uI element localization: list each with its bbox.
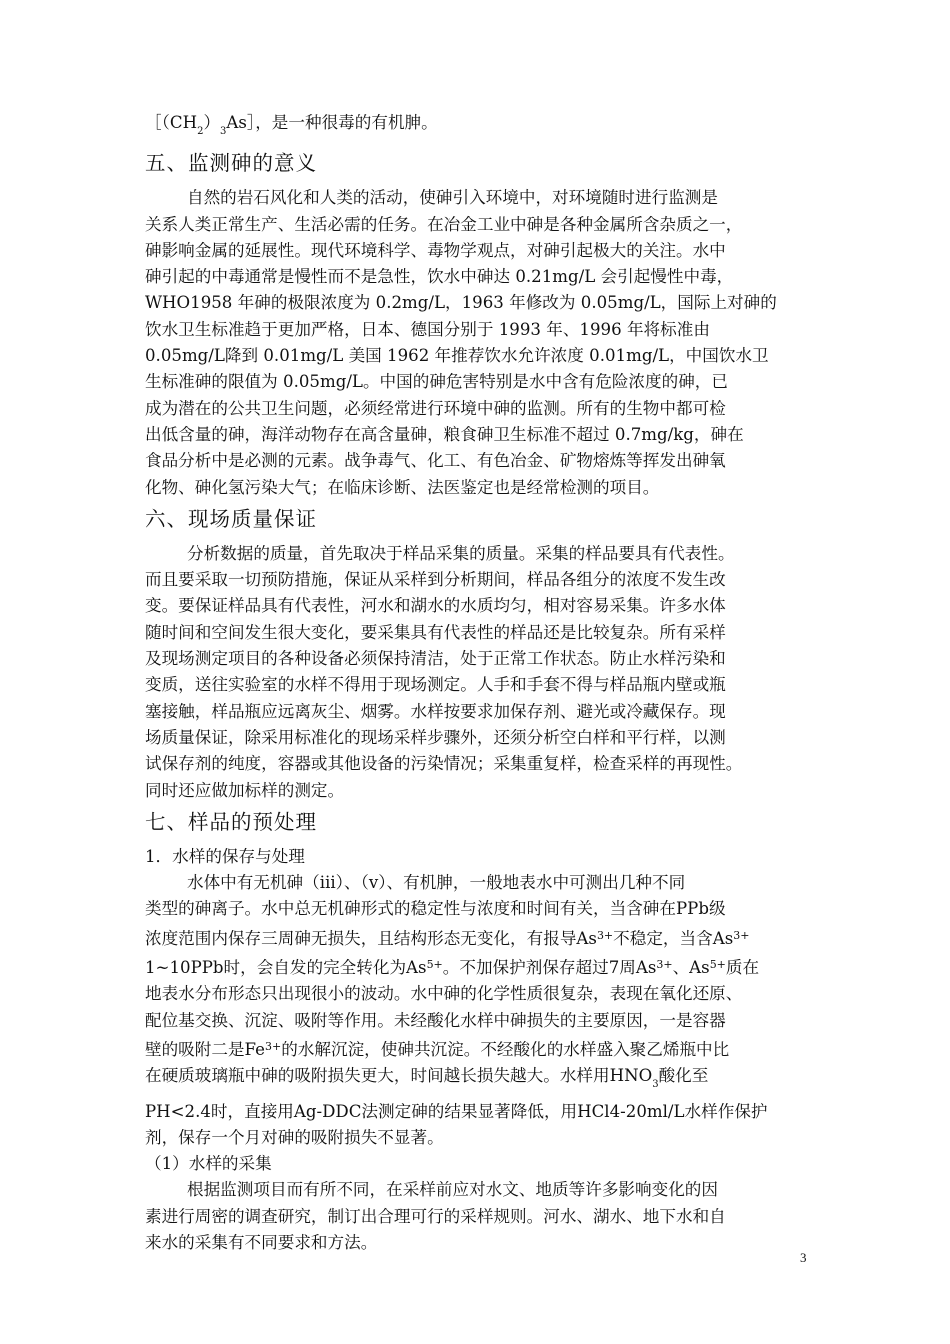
text-line: 变质，送往实验室的水样不得用于现场测定。人手和手套不得与样品瓶内壁或瓶 xyxy=(145,675,726,695)
text-segment: 不稳定，当含As xyxy=(613,928,734,948)
text-line: 场质量保证，除采用标准化的现场采样步骤外，还须分析空白样和平行样，以测 xyxy=(145,727,726,747)
sub-heading-sampling: （1）水样的采集 xyxy=(145,1154,272,1174)
text-segment: 质在 xyxy=(725,958,760,978)
text-segment: 的水解沉淀，使砷共沉淀。不经酸化的水样盛入聚乙烯瓶中比 xyxy=(281,1039,730,1059)
text-line: 生标准砷的限值为 0.05mg/L。中国的砷危害特别是水中含有危险浓度的砷，已 xyxy=(145,372,728,392)
text-line: 水体中有无机砷（ⅲ）、（ⅴ）、有机胂，一般地表水中可测出几种不同 xyxy=(187,873,686,893)
formula-prefix: ［（CH xyxy=(145,113,198,132)
text-line: 随时间和空间发生很大变化，要采集具有代表性的样品还是比较复杂。所有采样 xyxy=(145,622,726,642)
superscript: 5+ xyxy=(709,958,726,972)
paragraph-sampling xyxy=(145,1177,810,1256)
text-line: 剂，保存一个月对砷的吸附损失不显著。 xyxy=(145,1127,444,1147)
superscript: 3+ xyxy=(733,928,750,942)
text-segment: 在硬质玻璃瓶中砷的吸附损失更大，时间越长损失越大。水样用HNO xyxy=(145,1066,653,1086)
paragraph-six xyxy=(145,541,810,804)
text-line: 素进行周密的调查研究，制订出合理可行的采样规则。河水、湖水、地下水和自 xyxy=(145,1206,726,1226)
formula-suffix: As］，是一种很毒的有机胂。 xyxy=(226,113,438,132)
text-line: 食品分析中是必测的元素。战争毒气、化工、有色冶金、矿物熔炼等挥发出砷氧 xyxy=(145,451,726,471)
text-line: 关系人类正常生产、生活必需的任务。在冶金工业中砷是各种金属所含杂质之一， xyxy=(145,214,743,234)
text-line: 而且要采取一切预防措施，保证从采样到分析期间，样品各组分的浓度不发生改 xyxy=(145,570,726,590)
text-line: 配位基交换、沉淀、吸附等作用。未经酸化水样中砷损失的主要原因，一是容器 xyxy=(145,1010,726,1030)
paragraph-storage xyxy=(145,870,810,1151)
text-line: 试保存剂的纯度，容器或其他设备的污染情况；采集重复样，检查采样的再现性。 xyxy=(145,754,743,774)
text-line: PH<2.4时，直接用Ag-DDC法测定砷的结果显著降低，用HCl4-20ml/L水样作保护 xyxy=(145,1101,768,1121)
text-segment: 、As xyxy=(672,958,710,978)
text-line xyxy=(145,1034,810,1063)
text-line: 根据监测项目而有所不同，在采样前应对水文、地质等许多影响变化的因 xyxy=(187,1180,718,1200)
text-line: 同时还应做加标样的测定。 xyxy=(145,780,345,800)
formula-line xyxy=(145,110,810,145)
text-segment: 。不加保护剂保存超过7周As xyxy=(442,958,657,978)
subscript: 3 xyxy=(652,1079,659,1091)
paragraph-five xyxy=(145,185,810,501)
sub-heading-storage: 1．水样的保存与处理 xyxy=(145,846,305,866)
text-line: 分析数据的质量，首先取决于样品采集的质量。采集的样品要具有代表性。 xyxy=(187,543,735,563)
superscript: 5+ xyxy=(426,958,443,972)
superscript: 3+ xyxy=(265,1039,282,1053)
text-line: 变。要保证样品具有代表性，河水和湖水的水质均匀，相对容易采集。许多水体 xyxy=(145,596,726,616)
text-segment: 浓度范围内保存三周砷无损失，且结构形态无变化，有报导As xyxy=(145,928,597,948)
text-line xyxy=(145,952,810,981)
page-content xyxy=(145,110,810,1256)
text-line xyxy=(145,1063,810,1098)
section-heading-six: 六、现场质量保证 xyxy=(145,506,317,531)
text-segment: 酸化至 xyxy=(658,1066,709,1086)
text-line: 0.05mg/L降到 0.01mg/L 美国 1962 年推荐饮水允许浓度 0.01mg/L，中国饮水卫 xyxy=(145,346,769,366)
text-line: 来水的采集有不同要求和方法。 xyxy=(145,1232,378,1252)
text-line: 塞接触，样品瓶应远离灰尘、烟雾。水样按要求加保存剂、避光或冷藏保存。现 xyxy=(145,701,726,721)
superscript: 3+ xyxy=(656,958,673,972)
section-heading-five: 五、监测砷的意义 xyxy=(145,151,317,176)
text-line: 出低含量的砷，海洋动物存在高含量砷，粮食砷卫生标准不超过 0.7mg/kg，砷在 xyxy=(145,424,744,444)
formula-subscript: 3 xyxy=(220,126,227,137)
formula-mid: ） xyxy=(203,113,221,132)
superscript: 3+ xyxy=(596,928,614,942)
text-segment: 1~10PPb时，会自发的完全转化为As xyxy=(145,958,427,978)
text-line: 及现场测定项目的各种设备必须保持清洁，处于正常工作状态。防止水样污染和 xyxy=(145,649,726,669)
section-heading-seven: 七、样品的预处理 xyxy=(145,809,317,834)
text-line: WHO1958 年砷的极限浓度为 0.2mg/L，1963 年修改为 0.05mg/L，国际上对砷的 xyxy=(145,293,777,313)
text-line: 砷影响金属的延展性。现代环境科学、毒物学观点，对砷引起极大的关注。水中 xyxy=(145,240,726,260)
page-number: 3 xyxy=(800,1250,807,1265)
text-line: 化物、砷化氢污染大气；在临床诊断、法医鉴定也是经常检测的项目。 xyxy=(145,477,660,497)
text-line: 自然的岩石风化和人类的活动，使砷引入环境中，对环境随时进行监测是 xyxy=(187,188,718,208)
text-line: 地表水分布形态只出现很小的波动。水中砷的化学性质很复杂，表现在氧化还原、 xyxy=(145,984,743,1004)
text-line: 类型的砷离子。水中总无机砷形式的稳定性与浓度和时间有关，当含砷在PPb级 xyxy=(145,899,726,919)
text-line: 砷引起的中毒通常是慢性而不是急性，饮水中砷达 0.21mg/L 会引起慢性中毒， xyxy=(145,267,734,287)
text-segment: 壁的吸附二是Fe xyxy=(145,1039,265,1059)
text-line: 饮水卫生标准趋于更加严格，日本、德国分别于 1993 年、1996 年将标准由 xyxy=(145,319,710,339)
text-line: 成为潜在的公共卫生问题，必须经常进行环境中砷的监测。所有的生物中都可检 xyxy=(145,398,726,418)
formula-subscript: 2 xyxy=(197,126,204,137)
text-line xyxy=(145,923,810,952)
